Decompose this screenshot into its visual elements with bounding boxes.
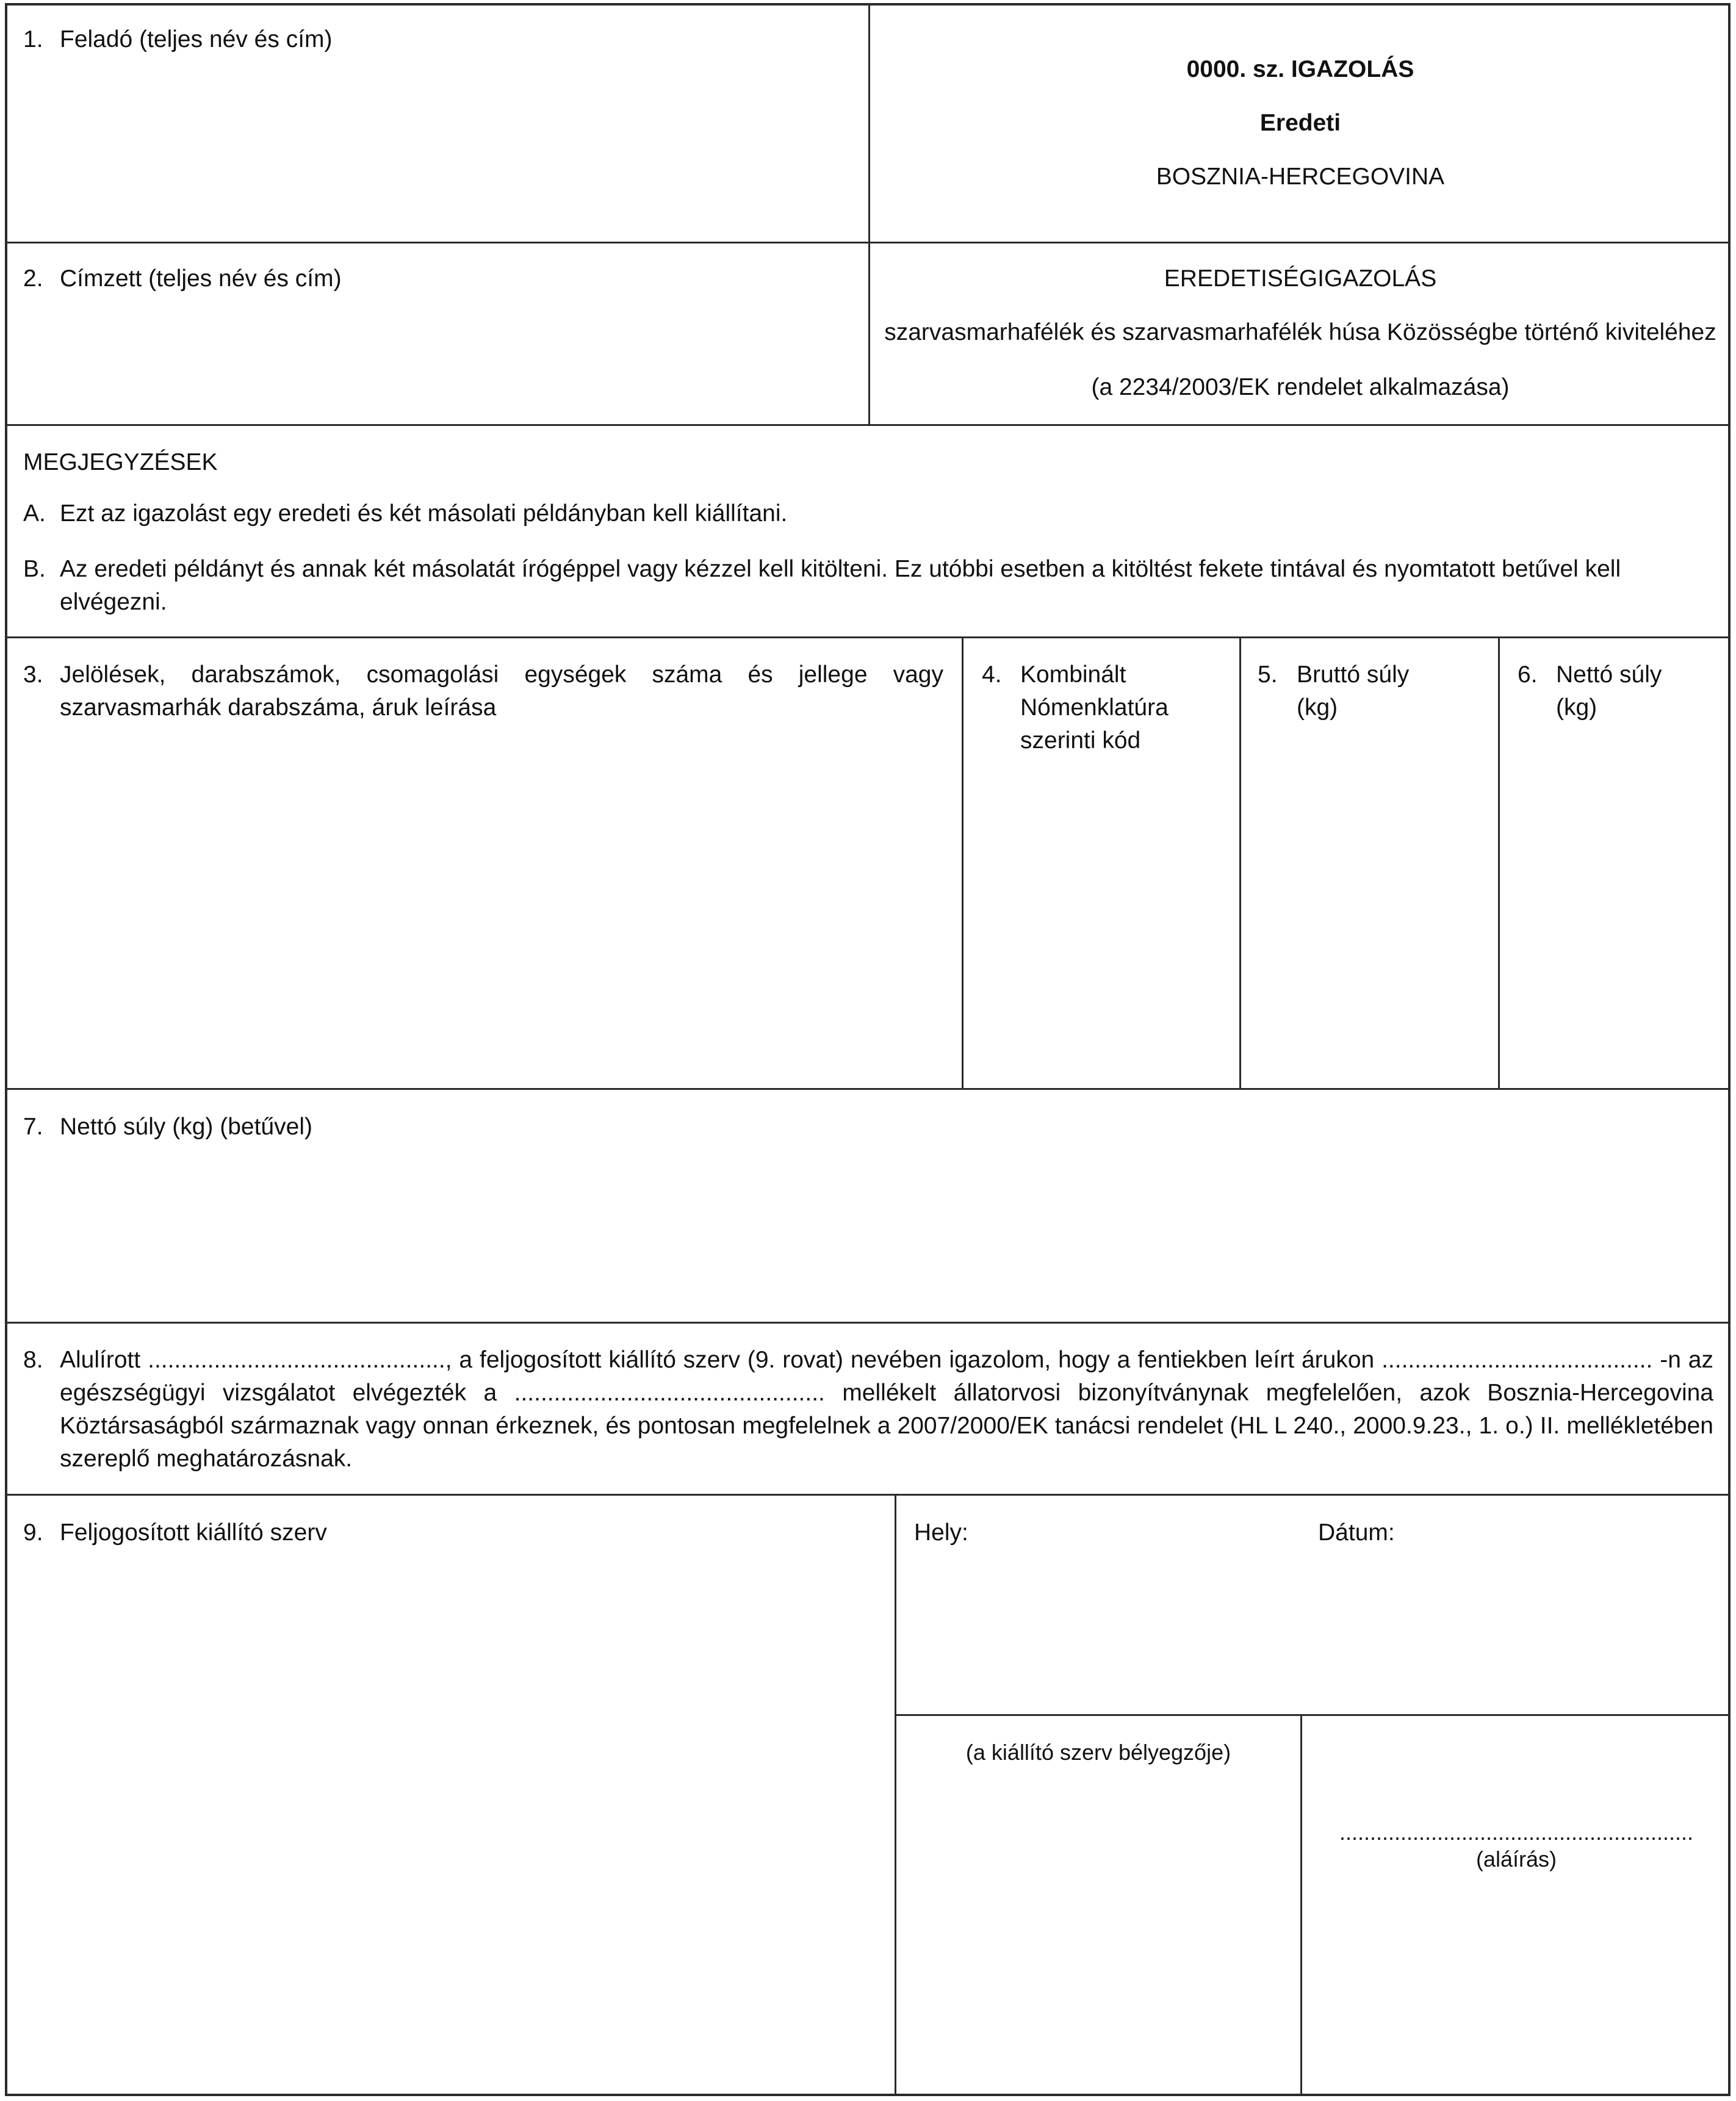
- divider-v-box4-box5: [1239, 636, 1241, 1090]
- stamp-caption: (a kiállító szerv bélyegzője): [965, 1740, 1231, 1765]
- box8-text-line1: Alulírott ............................................., a feljogosított kiállító szerv (9. rovat) nevében igazolom, hogy a fentiekben leírt árukon ......................................... -n az: [60, 1347, 1713, 1373]
- certificate-title: EREDETISÉGIGAZOLÁS: [1164, 265, 1437, 292]
- box7-label: Nettó súly (kg) (betűvel): [60, 1114, 312, 1140]
- box1-number: 1.: [23, 26, 43, 52]
- note-a-text: Ezt az igazolást egy eredeti és két másolati példányban kell kiállítani.: [60, 500, 788, 527]
- box2-label: Címzett (teljes név és cím): [60, 265, 342, 292]
- box4-number: 4.: [982, 661, 1002, 688]
- box4-label-line1: Kombinált: [1020, 661, 1126, 688]
- date-label: Dátum:: [1318, 1519, 1395, 1546]
- divider-v-box3-box4: [962, 636, 963, 1090]
- box9-label: Feljogosított kiállító szerv: [60, 1519, 327, 1546]
- box5-number: 5.: [1258, 661, 1278, 688]
- box8-number: 8.: [23, 1347, 43, 1373]
- divider-h-notes-top: [5, 424, 1731, 426]
- box8-text-line2: egészségügyi vizsgálatot elvégezték a ............................................... mellékelt állatorvosi bizonyítványnak megfelelően, azok Bosznia-Hercegovina: [60, 1380, 1713, 1406]
- issuing-country: BOSZNIA-HERCEGOVINA: [1156, 164, 1445, 190]
- box6-label-line2: (kg): [1556, 694, 1597, 721]
- box8-text-line4: szereplő meghatározásnak.: [60, 1446, 353, 1472]
- box4-label-line2: Nómenklatúra: [1020, 694, 1169, 721]
- signature-dotted-line: ..........................................................: [1339, 1820, 1694, 1845]
- original-label: Eredeti: [1259, 110, 1341, 136]
- box2-number: 2.: [23, 265, 43, 292]
- divider-h-notes-bottom: [5, 636, 1731, 638]
- divider-h-box1-box2: [5, 242, 1731, 243]
- box3-number: 3.: [23, 661, 43, 688]
- box5-label-line2: (kg): [1297, 694, 1338, 721]
- box8-text-line3: Köztársaságból származnak vagy onnan érkeznek, és pontosan megfelelnek a 2007/2000/EK tanácsi rendelet (HL L 240., 2000.9.23., 1. o.) II. mellékletében: [60, 1413, 1713, 1439]
- box4-label-line3: szerinti kód: [1020, 727, 1141, 754]
- divider-v-box9-signature: [1300, 1714, 1302, 2096]
- divider-h-box9-middle: [895, 1714, 1731, 1716]
- regulation-reference: (a 2234/2003/EK rendelet alkalmazása): [1091, 374, 1510, 400]
- note-a-letter: A.: [23, 500, 46, 527]
- place-label: Hely:: [914, 1519, 968, 1546]
- divider-h-box8-top: [5, 1322, 1731, 1324]
- note-b-text-line1: Az eredeti példányt és annak két másolatát írógéppel vagy kézzel kell kitölteni. Ez utóbbi esetben a kitöltést fekete tintával és nyomtatott betűvel kell: [60, 556, 1621, 582]
- divider-v-box5-box6: [1498, 636, 1500, 1090]
- divider-h-box9-top: [5, 1494, 1731, 1496]
- box3-label-line1: Jelölések, darabszámok, csomagolási egységek száma és jellege vagy: [60, 661, 943, 688]
- box6-label-line1: Nettó súly: [1556, 661, 1662, 688]
- certificate-number: 0000. sz. IGAZOLÁS: [1186, 56, 1414, 82]
- divider-v-box9-left: [895, 1494, 896, 2096]
- box5-label-line1: Bruttó súly: [1297, 661, 1410, 688]
- box1-label: Feladó (teljes név és cím): [60, 26, 333, 52]
- box9-number: 9.: [23, 1519, 43, 1546]
- notes-heading: MEGJEGYZÉSEK: [23, 449, 218, 475]
- note-b-text-line2: elvégezni.: [60, 589, 167, 615]
- signature-caption: (aláírás): [1475, 1847, 1557, 1872]
- certificate-subtitle: szarvasmarhafélék és szarvasmarhafélék húsa Közösségbe történő kiviteléhez: [884, 319, 1716, 345]
- box3-label-line2: szarvasmarhák darabszáma, áruk leírása: [60, 694, 497, 721]
- box7-number: 7.: [23, 1114, 43, 1140]
- divider-h-box7-top: [5, 1088, 1731, 1090]
- box6-number: 6.: [1518, 661, 1538, 688]
- note-b-letter: B.: [23, 556, 46, 582]
